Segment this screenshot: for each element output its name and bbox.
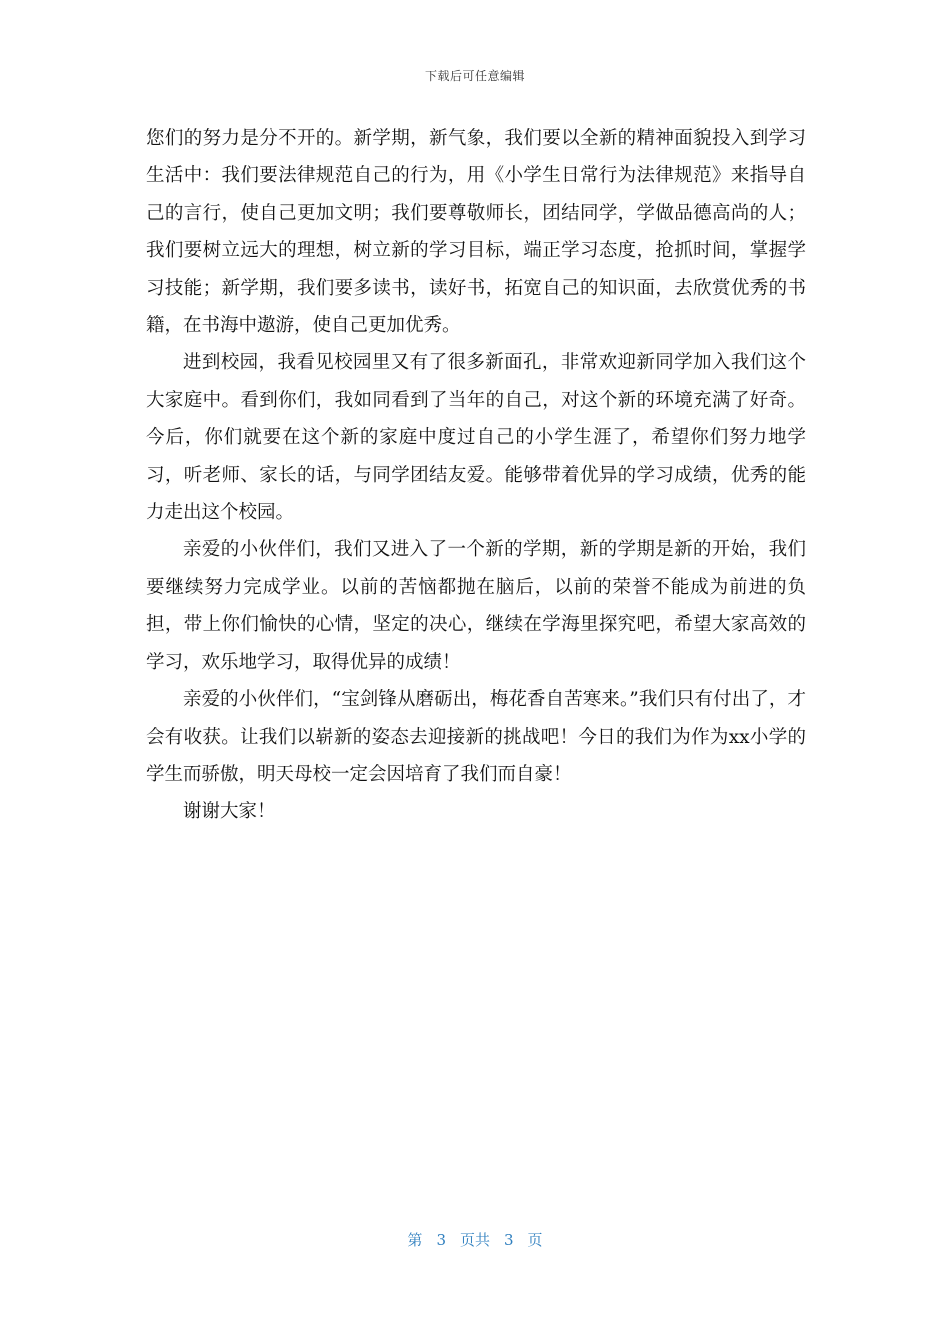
paragraph-closing: 谢谢大家！ (183, 801, 276, 823)
footer-page-suffix: 页 (527, 1231, 543, 1249)
footer-current-page: 3 (436, 1231, 446, 1249)
paragraph-2: 进到校园，我看见校园里又有了很多新面孔，非常欢迎新同学加入我们这个大家庭中。看到你们，我如同看到了当年的自己，对这个新的环境充满了好奇。今后，你们就要在这个新的家庭中度过自己的小学生涯了，希望你们努力地学习，听老师、家长的话，与同学团结友爱。能够带着优异的学习成绩，优秀的能力走出这个校园。 (146, 352, 806, 524)
paragraph-4: 亲爱的小伙伴们，“宝剑锋从磨砺出，梅花香自苦寒来。”我们只有付出了，才会有收获。让我们以崭新的姿态去迎接新的挑战吧！今日的我们为作为xx小学的学生而骄傲，明天母校一定会因培育了我们而自豪！ (146, 689, 806, 785)
footer-total-pages: 3 (504, 1231, 514, 1249)
document-body (146, 120, 806, 831)
paragraph-1: 您们的努力是分不开的。新学期，新气象，我们要以全新的精神面貌投入到学习生活中：我们要法律规范自己的行为，用《小学生日常行为法律规范》来指导自己的言行，使自己更加文明；我们要尊敬师长，团结同学，学做品德高尚的人；我们要树立远大的理想，树立新的学习目标，端正学习态度，抢抓时间，掌握学习技能；新学期，我们要多读书，读好书，拓宽自己的知识面，去欣赏优秀的书籍，在书海中遨游，使自己更加优秀。 (146, 128, 806, 337)
footer-page-label: 第 (407, 1231, 423, 1249)
paragraph-3: 亲爱的小伙伴们，我们又进入了一个新的学期，新的学期是新的开始，我们要继续努力完成学业。以前的苦恼都抛在脑后，以前的荣誉不能成为前进的负担，带上你们愉快的心情，坚定的决心，继续在学海里探究吧，希望大家高效的学习，欢乐地学习，取得优异的成绩！ (146, 539, 806, 673)
page-footer (0, 1229, 950, 1250)
footer-page-unit: 页共 (459, 1231, 490, 1249)
page-header: 下载后可任意编辑 (424, 69, 525, 83)
